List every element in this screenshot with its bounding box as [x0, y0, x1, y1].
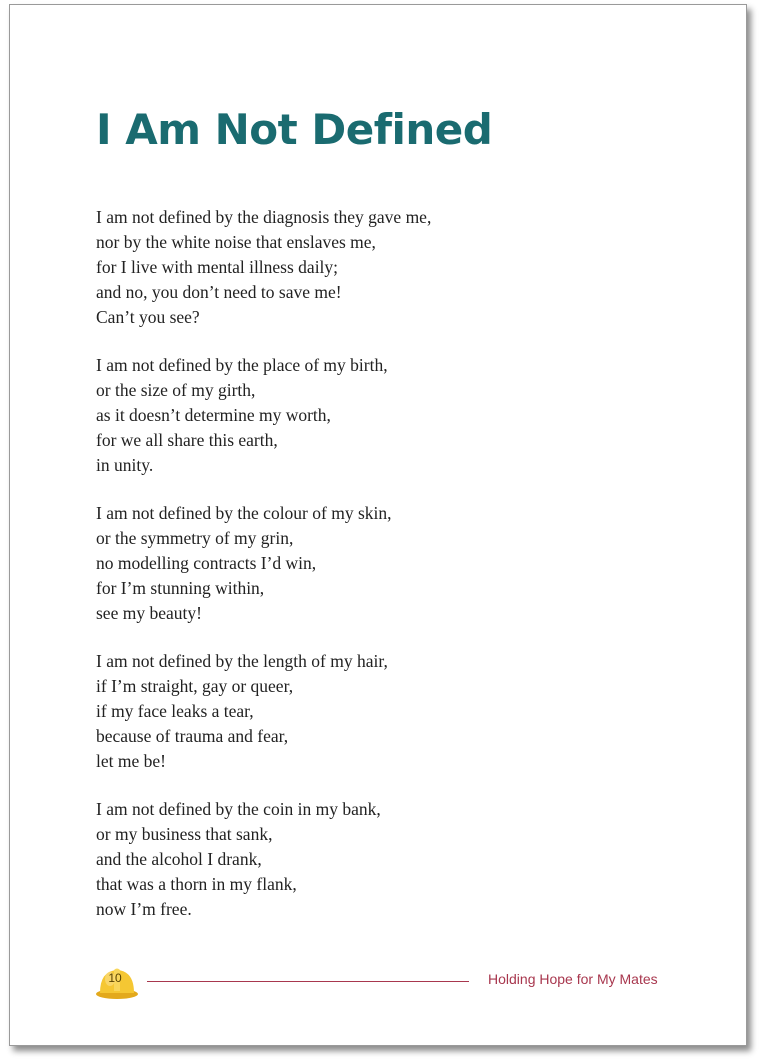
poem-line: for I live with mental illness daily;	[96, 257, 339, 277]
stanza	[96, 353, 696, 478]
stanza	[96, 649, 696, 774]
poem-line: that was a thorn in my flank,	[96, 874, 297, 894]
poem-line: I am not defined by the place of my birth,	[96, 355, 388, 375]
page-number-badge	[94, 961, 140, 1001]
poem-line: as it doesn’t determine my worth,	[96, 405, 331, 425]
poem-line: I am not defined by the diagnosis they gave me,	[96, 207, 432, 227]
poem-line: Can’t you see?	[96, 307, 200, 327]
poem-line: see my beauty!	[96, 603, 202, 623]
poem-line: for we all share this earth,	[96, 430, 278, 450]
poem-line: I am not defined by the length of my hair,	[96, 651, 388, 671]
poem-line: for I’m stunning within,	[96, 578, 265, 598]
poem-line: or the size of my girth,	[96, 380, 256, 400]
stanza	[96, 501, 696, 626]
poem-line: let me be!	[96, 751, 166, 771]
poem-line: or my business that sank,	[96, 824, 273, 844]
poem-line: or the symmetry of my grin,	[96, 528, 294, 548]
stanza	[96, 797, 696, 922]
poem-line: and no, you don’t need to save me!	[96, 282, 342, 302]
poem-line: if I’m straight, gay or queer,	[96, 676, 294, 696]
poem-line: now I’m free.	[96, 899, 192, 919]
poem-line: no modelling contracts I’d win,	[96, 553, 317, 573]
running-footer-title: Holding Hope for My Mates	[488, 971, 658, 987]
poem-line: I am not defined by the coin in my bank,	[96, 799, 381, 819]
poem-body	[96, 205, 696, 945]
poem-line: nor by the white noise that enslaves me,	[96, 232, 376, 252]
poem-line: I am not defined by the colour of my skin,	[96, 503, 392, 523]
document-page	[9, 4, 747, 1046]
poem-line: if my face leaks a tear,	[96, 701, 254, 721]
poem-line: in unity.	[96, 455, 154, 475]
page-number: 10	[108, 971, 122, 985]
poem-line: because of trauma and fear,	[96, 726, 289, 746]
poem-title: I Am Not Defined	[96, 105, 493, 154]
poem-line: and the alcohol I drank,	[96, 849, 262, 869]
stanza	[96, 205, 696, 330]
footer-divider	[147, 981, 469, 982]
